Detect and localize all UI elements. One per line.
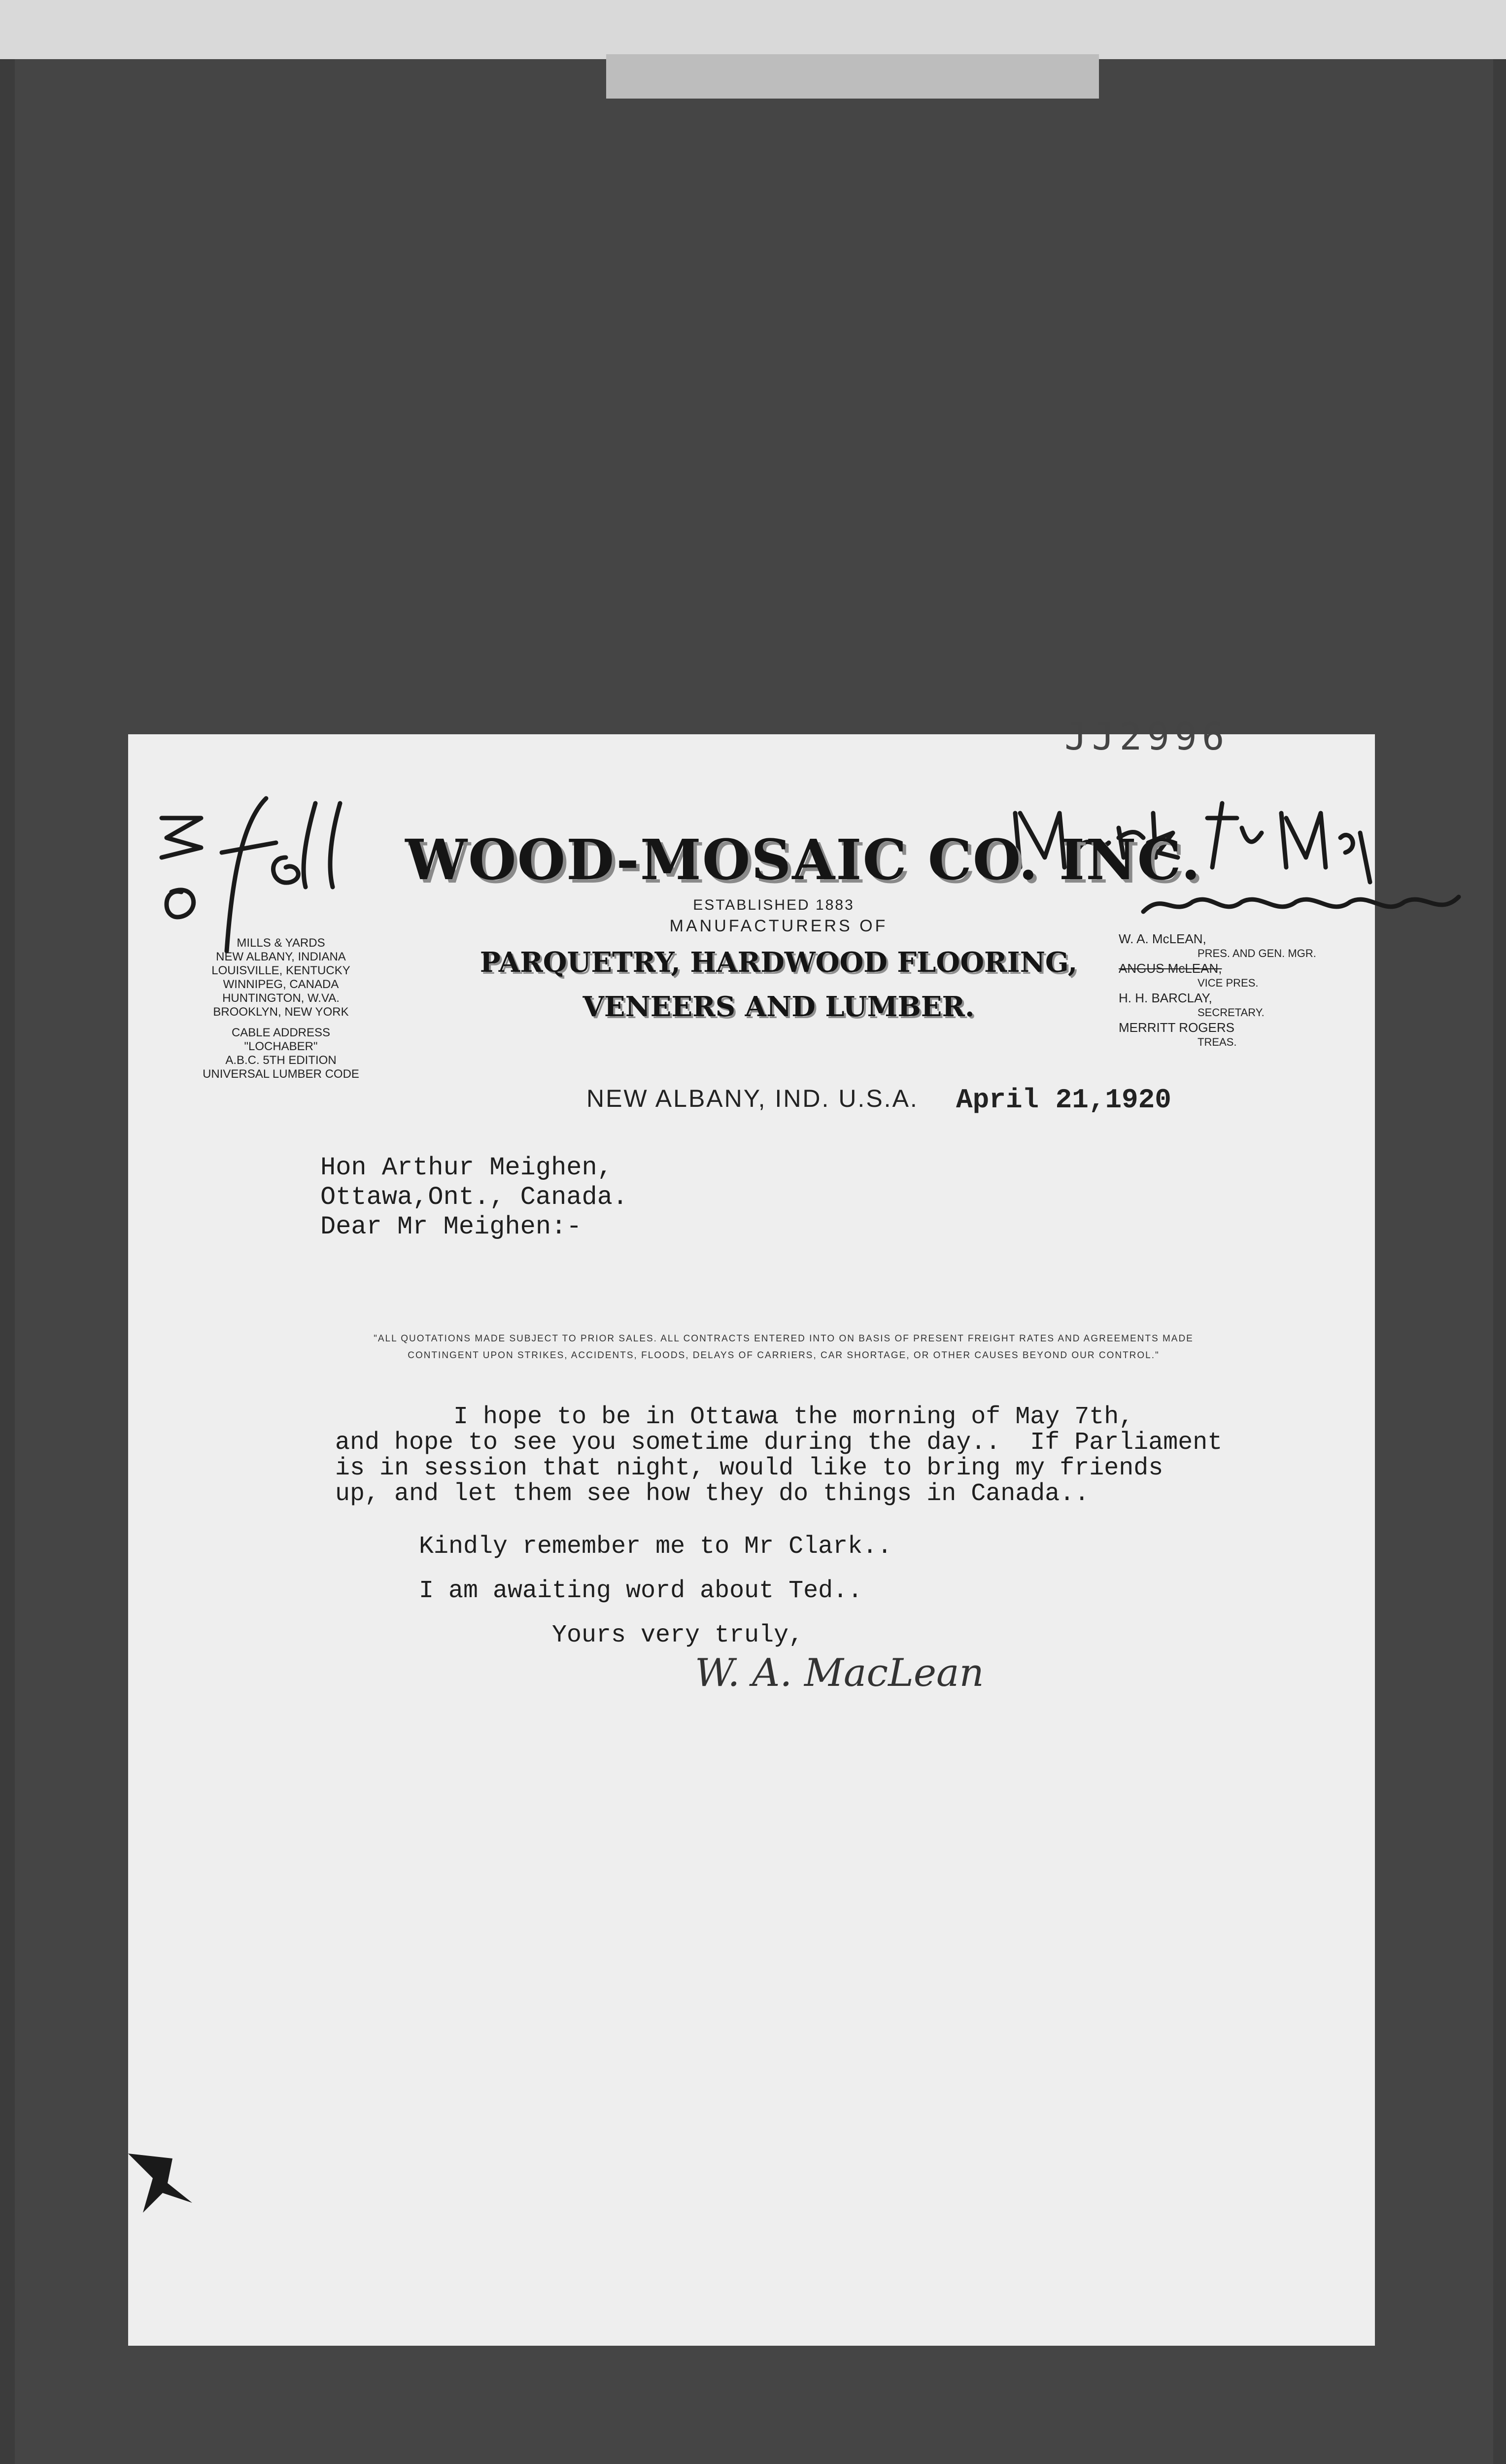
company-name: WOOD-MOSAIC CO. INC. (405, 828, 1201, 892)
quotations-disclaimer (217, 1331, 1350, 1364)
body-line: I hope to be in Ottawa the morning of May 7th, (335, 1403, 1134, 1431)
products-line-2: VENEERS AND LUMBER. (582, 991, 975, 1023)
officer-name: W. A. McLEAN, (1119, 931, 1206, 946)
mills-line: LOUISVILLE, KENTUCKY (211, 964, 350, 977)
top-border (0, 0, 1506, 59)
mills-line: HUNTINGTON, W.VA. (222, 992, 340, 1005)
officer-title: SECRETARY. (1198, 1006, 1265, 1019)
ted-line: I am awaiting word about Ted.. (419, 1577, 863, 1605)
mills-line: "LOCHABER" (244, 1040, 318, 1053)
mills-and-yards-block (172, 936, 389, 1081)
manufacturers-of: MANUFACTURERS OF (669, 917, 888, 935)
mills-line: UNIVERSAL LUMBER CODE (203, 1067, 359, 1081)
officer-title: VICE PRES. (1198, 977, 1259, 989)
disclaimer-line: "ALL QUOTATIONS MADE SUBJECT TO PRIOR SALES. ALL CONTRACTS ENTERED INTO ON BASIS OF PRESENT FREIGHT RATES AND AGREEMENTS MADE (374, 1334, 1194, 1344)
officers-block (1119, 931, 1375, 1050)
letter-date: April 21,1920 (956, 1084, 1171, 1116)
body-line: and hope to see you sometime during the day.. If Parliament (335, 1429, 1223, 1457)
established-line: ESTABLISHED 1883 (693, 897, 855, 913)
clark-line: Kindly remember me to Mr Clark.. (419, 1533, 892, 1561)
letter-page (128, 715, 1375, 2346)
body-line: up, and let them see how they do things in Canada.. (335, 1480, 1090, 1508)
mills-line: CABLE ADDRESS (231, 1026, 331, 1039)
products-line-1: PARQUETRY, HARDWOOD FLOORING, (479, 946, 1078, 979)
disclaimer-line: CONTINGENT UPON STRIKES, ACCIDENTS, FLOODS, DELAYS OF CARRIERS, CAR SHORTAGE, OR OTHER CAUSES BEYOND OUR CONTROL." (408, 1350, 1160, 1361)
officer-name: H. H. BARCLAY, (1119, 991, 1212, 1005)
letter-body-paragraph (335, 1404, 1222, 1507)
mills-line: BROOKLYN, NEW YORK (213, 1005, 349, 1019)
address-line: Ottawa,Ont., Canada. (320, 1183, 628, 1212)
closing: Yours very truly, (552, 1621, 804, 1649)
address-line: Hon Arthur Meighen, (320, 1153, 613, 1182)
top-tab (606, 54, 1099, 99)
officer-title: TREAS. (1198, 1036, 1237, 1048)
recipient-address (320, 1153, 628, 1242)
letterhead-place: NEW ALBANY, IND. U.S.A. (586, 1085, 919, 1112)
tear-mark (123, 2149, 197, 2223)
mills-line: A.B.C. 5TH EDITION (225, 1054, 337, 1067)
salutation: Dear Mr Meighen:- (320, 1212, 582, 1241)
officer-title: PRES. AND GEN. MGR. (1198, 947, 1316, 959)
mills-line: MILLS & YARDS (237, 936, 325, 950)
signature: W. A. MacLean (695, 1651, 984, 1695)
document-number: JJ2996 (1064, 715, 1230, 758)
officer-name: ANGUS McLEAN, (1119, 961, 1222, 976)
officer-name: MERRITT ROGERS (1119, 1020, 1234, 1035)
body-line: is in session that night, would like to bring my friends (335, 1454, 1164, 1482)
fell-annotation (207, 784, 355, 961)
mills-line: WINNIPEG, CANADA (223, 978, 339, 991)
mills-line: NEW ALBANY, INDIANA (216, 950, 346, 963)
margin-mark-annotation (152, 798, 211, 936)
